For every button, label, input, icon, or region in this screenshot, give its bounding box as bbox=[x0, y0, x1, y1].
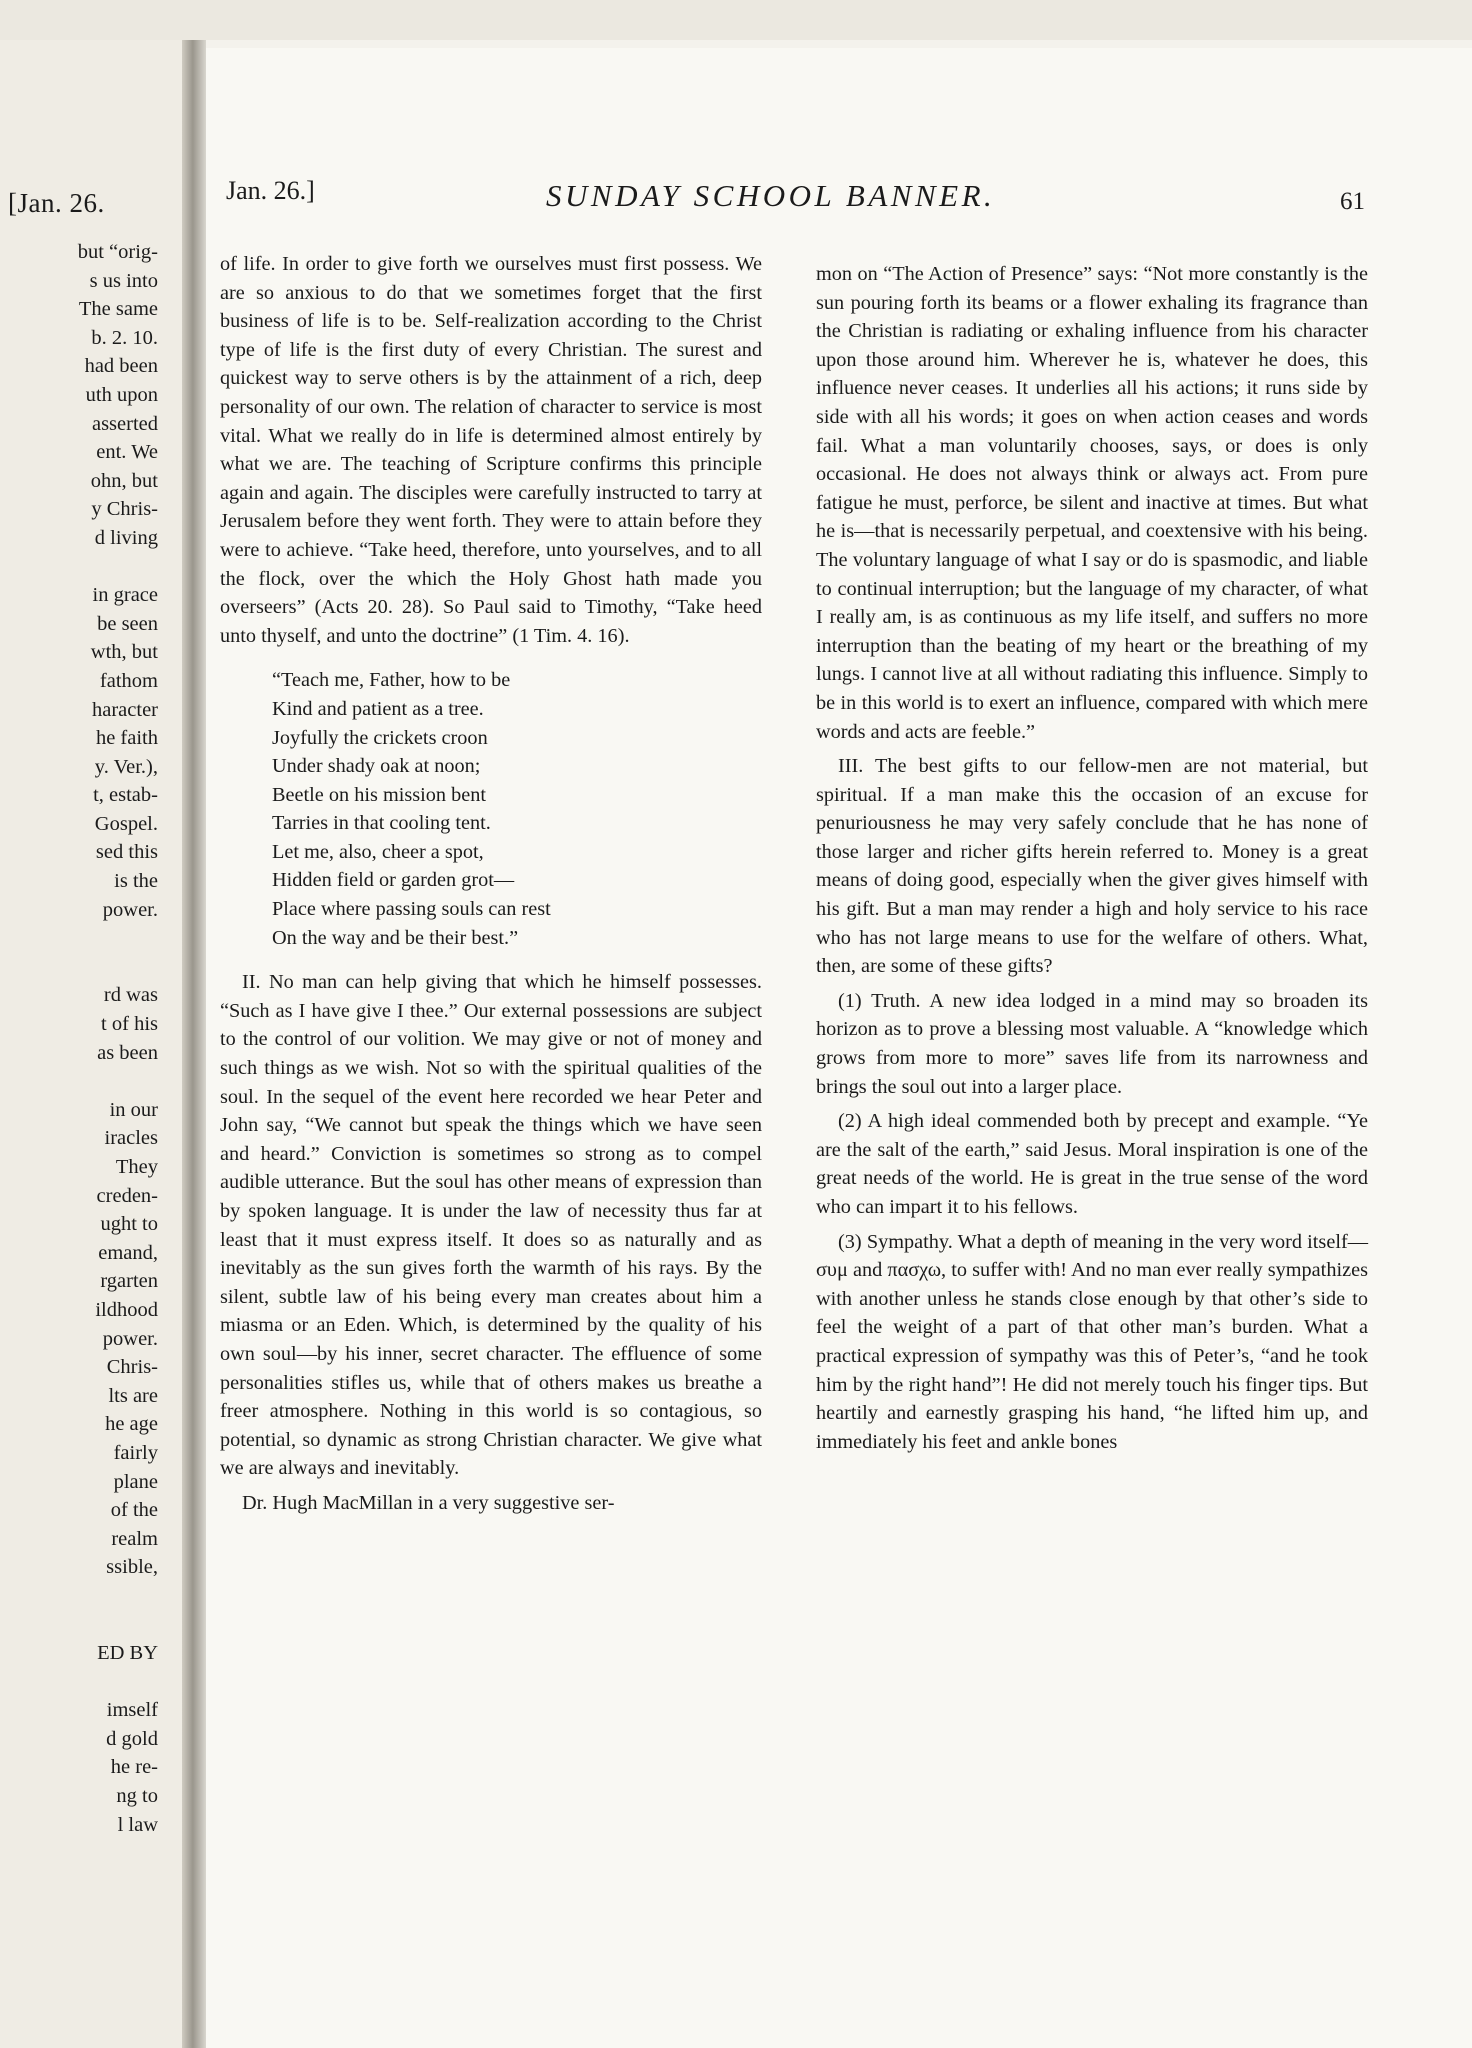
facing-page-line: They bbox=[115, 1156, 158, 1178]
poem-line: Under shady oak at noon; bbox=[272, 755, 481, 778]
facing-page-header: [Jan. 26. bbox=[8, 188, 105, 218]
facing-page-line: ught to bbox=[100, 1213, 158, 1236]
paragraph: Dr. Hugh MacMillan in a very suggestive ser- bbox=[242, 1491, 615, 1514]
facing-page-line: d living bbox=[94, 526, 158, 549]
facing-page-line: iracles bbox=[104, 1127, 158, 1150]
facing-page-line bbox=[0, 1582, 158, 1611]
facing-page-line: he re- bbox=[110, 1756, 158, 1779]
facing-page-line-fragments bbox=[0, 238, 158, 1839]
facing-page-line: as been bbox=[97, 1041, 158, 1064]
paragraph: II. No man can help giving that which he himself possesses. “Such as I have give I thee.” Our external possessions are subject to the control of our volition. We may give or not of money and such things as we wish. Not so with the spiritual qualities of the soul. In the sequel of the event here recorded we hear Peter and John say, “We cannot but speak the things which we have seen and heard.” Conviction is sometimes so strong as to compel audible utterance. But the soul has other means of expression than by spoken language. It is under the law of necessity thus far at least that it must express itself. It does so as naturally and as inevitably as the sun gives forth the warmth of his rays. By the silent, subtle law of his being every man creates about him a miasma or an Eden. Which, is determined by the quality of his own soul—by his inner, secret character. The effluence of some personalities stifles us, while that of others makes us breathe a freer atmosphere. Nothing in this world is so contagious, so potential, so dynamic as strong Christian character. We give what we are always and inevitably. bbox=[220, 971, 762, 1480]
poem-line: Tarries in that cooling tent. bbox=[272, 812, 491, 835]
facing-page-line: in grace bbox=[92, 584, 158, 607]
facing-page-line: realm bbox=[111, 1527, 158, 1550]
paragraph: III. The best gifts to our fellow-men are not material, but spiritual. If a man make this the occasion of an excuse for penuriousness he may very safely conclude that he has none of those larger and richer gifts herein referred to. Money is a great means of doing good, especially when the giver gives himself with his gift. But a man may render a high and holy service to his race who has not large means to use for the welfare of others. What, then, are some of these gifts? bbox=[816, 755, 1368, 978]
facing-page-line: ng to bbox=[116, 1785, 158, 1808]
facing-page-line: imself bbox=[106, 1699, 158, 1722]
facing-page-line: t, estab- bbox=[93, 784, 158, 807]
facing-page-line: ildhood bbox=[95, 1298, 158, 1321]
facing-page-line: uth upon bbox=[85, 383, 158, 406]
facing-page-line: Chris- bbox=[106, 1356, 158, 1379]
poem-line: Joyfully the crickets croon bbox=[272, 726, 488, 749]
header-date: Jan. 26.] bbox=[226, 176, 315, 205]
facing-page-line: but “orig- bbox=[77, 241, 158, 263]
paragraph: (1) Truth. A new idea lodged in a mind may so broaden its horizon as to prove a blessing most valuable. A “knowledge which grows from more to more” saves life from its narrowness and brings the soul out into a larger place. bbox=[816, 989, 1368, 1098]
publication-title: SUNDAY SCHOOL BANNER. bbox=[546, 178, 996, 213]
facing-page-line: wth, but bbox=[90, 641, 158, 664]
facing-page-line bbox=[0, 1067, 158, 1096]
facing-page-line: fathom bbox=[99, 669, 158, 692]
facing-page-line: he age bbox=[105, 1413, 158, 1436]
page-number: 61 bbox=[1340, 188, 1365, 215]
poem-line: Hidden field or garden grot— bbox=[272, 869, 515, 892]
facing-page-fragment bbox=[0, 40, 182, 2048]
facing-page-line: be seen bbox=[97, 612, 158, 635]
poem-line: Place where passing souls can rest bbox=[272, 898, 551, 921]
facing-page-line: of the bbox=[110, 1499, 158, 1522]
text-column-right bbox=[816, 260, 1368, 1456]
paragraph: (3) Sympathy. What a depth of meaning in the very word itself—συμ and πασχω, to suffer with! And no man ever really sympathizes with another unless he stands close enough by that other’s side to feel the weight of a part of that other man’s burden. What a practical expression of sympathy was this of Peter’s, “and he took him by the right hand”! He did not merely touch his finger tips. But heartily and earnestly grasping his hand, “he lifted him up, and immediately his feet and ankle bones bbox=[816, 1230, 1368, 1453]
facing-page-line: ED BY bbox=[97, 1642, 158, 1665]
facing-page-line: haracter bbox=[92, 698, 158, 721]
facing-page-line: d gold bbox=[106, 1727, 158, 1750]
paragraph: of life. In order to give forth we ourselves must first possess. We are so anxious to do that we sometimes forget that the first business of life is to be. Self-realization according to the Christ type of life is the first duty of every Christian. The surest and quickest way to serve others is by the attainment of a rich, deep personality of our own. The relation of character to service is most vital. What we really do in life is determined almost entirely by what we are. The teaching of Scripture confirms this principle again and again. The disciples were carefully instructed to tarry at Jerusalem before they went forth. They were to attain before they were to achieve. “Take heed, therefore, unto yourselves, and to all the flock, over the which the Holy Ghost hath made you overseers” (Acts 20. 28). So Paul said to Timothy, “Take heed unto thyself, and unto the doctrine” (1 Tim. 4. 16). bbox=[220, 253, 762, 647]
scan-border bbox=[0, 0, 1472, 40]
poem-line: Let me, also, cheer a spot, bbox=[272, 840, 484, 863]
facing-page-line: plane bbox=[113, 1470, 158, 1493]
facing-page-line: y Chris- bbox=[91, 498, 158, 521]
poem-line: Beetle on his mission bent bbox=[272, 783, 487, 806]
facing-page-line: rd was bbox=[103, 984, 158, 1007]
facing-page-line: asserted bbox=[91, 412, 158, 435]
poem-line: “Teach me, Father, how to be bbox=[272, 669, 511, 692]
facing-page-line: sed this bbox=[95, 841, 158, 864]
facing-page-line: ssible, bbox=[106, 1556, 158, 1579]
facing-page-line: Gospel. bbox=[94, 812, 158, 835]
facing-page-line: fairly bbox=[113, 1441, 158, 1464]
facing-page-line: rgarten bbox=[100, 1270, 158, 1293]
facing-page-line: The same bbox=[78, 298, 158, 321]
facing-page-line: in our bbox=[109, 1098, 158, 1121]
facing-page-line bbox=[0, 1611, 158, 1640]
facing-page-line: t of his bbox=[101, 1013, 158, 1036]
paragraph: mon on “The Action of Presence” says: “Not more constantly is the sun pouring forth its beams or a flower exhaling its fragrance than the Christian is radiating or exhaling influence from his character upon those around him. Wherever he is, whatever he does, this influence never ceases. It underlies all his actions; it runs side by side with all his words; it goes on when action ceases and words fail. What a man voluntarily chooses, says, or does is only occasional. He does not always think or always act. From pure fatigue he must, perforce, be silent and inactive at times. But what he is—that is necessarily perpetual, and coextensive with his being. The voluntary language of what I say or do is spasmodic, and liable to continual interruption; but the language of my character, of what I really am, is as continuous as my life itself, and suffers no more interruption than the beating of my heart or the breathing of my lungs. I cannot live at all without radiating this influence. Simply to be in this world is to exert an influence, compared with which mere words and acts are feeble.” bbox=[816, 263, 1368, 743]
facing-page-line: creden- bbox=[96, 1184, 158, 1207]
facing-page-line bbox=[0, 924, 158, 953]
facing-page-line: emand, bbox=[98, 1241, 158, 1264]
facing-page-line: power. bbox=[102, 898, 158, 921]
facing-page-line: ohn, but bbox=[90, 469, 158, 492]
facing-page-line: ent. We bbox=[96, 441, 158, 464]
facing-page-line: lts are bbox=[108, 1384, 158, 1407]
facing-page-line: b. 2. 10. bbox=[91, 326, 158, 349]
facing-page-line: is the bbox=[114, 870, 158, 893]
poem-line: On the way and be their best.” bbox=[272, 926, 519, 949]
poem bbox=[272, 666, 762, 952]
facing-page-line: y. Ver.), bbox=[94, 755, 158, 778]
page bbox=[206, 48, 1472, 2048]
facing-page-line: he faith bbox=[95, 727, 158, 750]
book-gutter bbox=[182, 40, 206, 2048]
facing-page-line bbox=[0, 953, 158, 982]
facing-page-line: had been bbox=[84, 355, 158, 378]
poem-line: Kind and patient as a tree. bbox=[272, 697, 484, 720]
facing-page-line: power. bbox=[102, 1327, 158, 1350]
facing-page-line bbox=[0, 1668, 158, 1697]
facing-page-line: s us into bbox=[89, 269, 158, 292]
paragraph: (2) A high ideal commended both by precept and example. “Ye are the salt of the earth,” said Jesus. Moral inspiration is one of the great needs of the world. He is great in the true sense of the word who can impart it to his fellows. bbox=[816, 1110, 1368, 1218]
facing-page-line: l law bbox=[117, 1813, 158, 1836]
facing-page-line bbox=[0, 553, 158, 582]
text-column-left bbox=[220, 250, 762, 1518]
